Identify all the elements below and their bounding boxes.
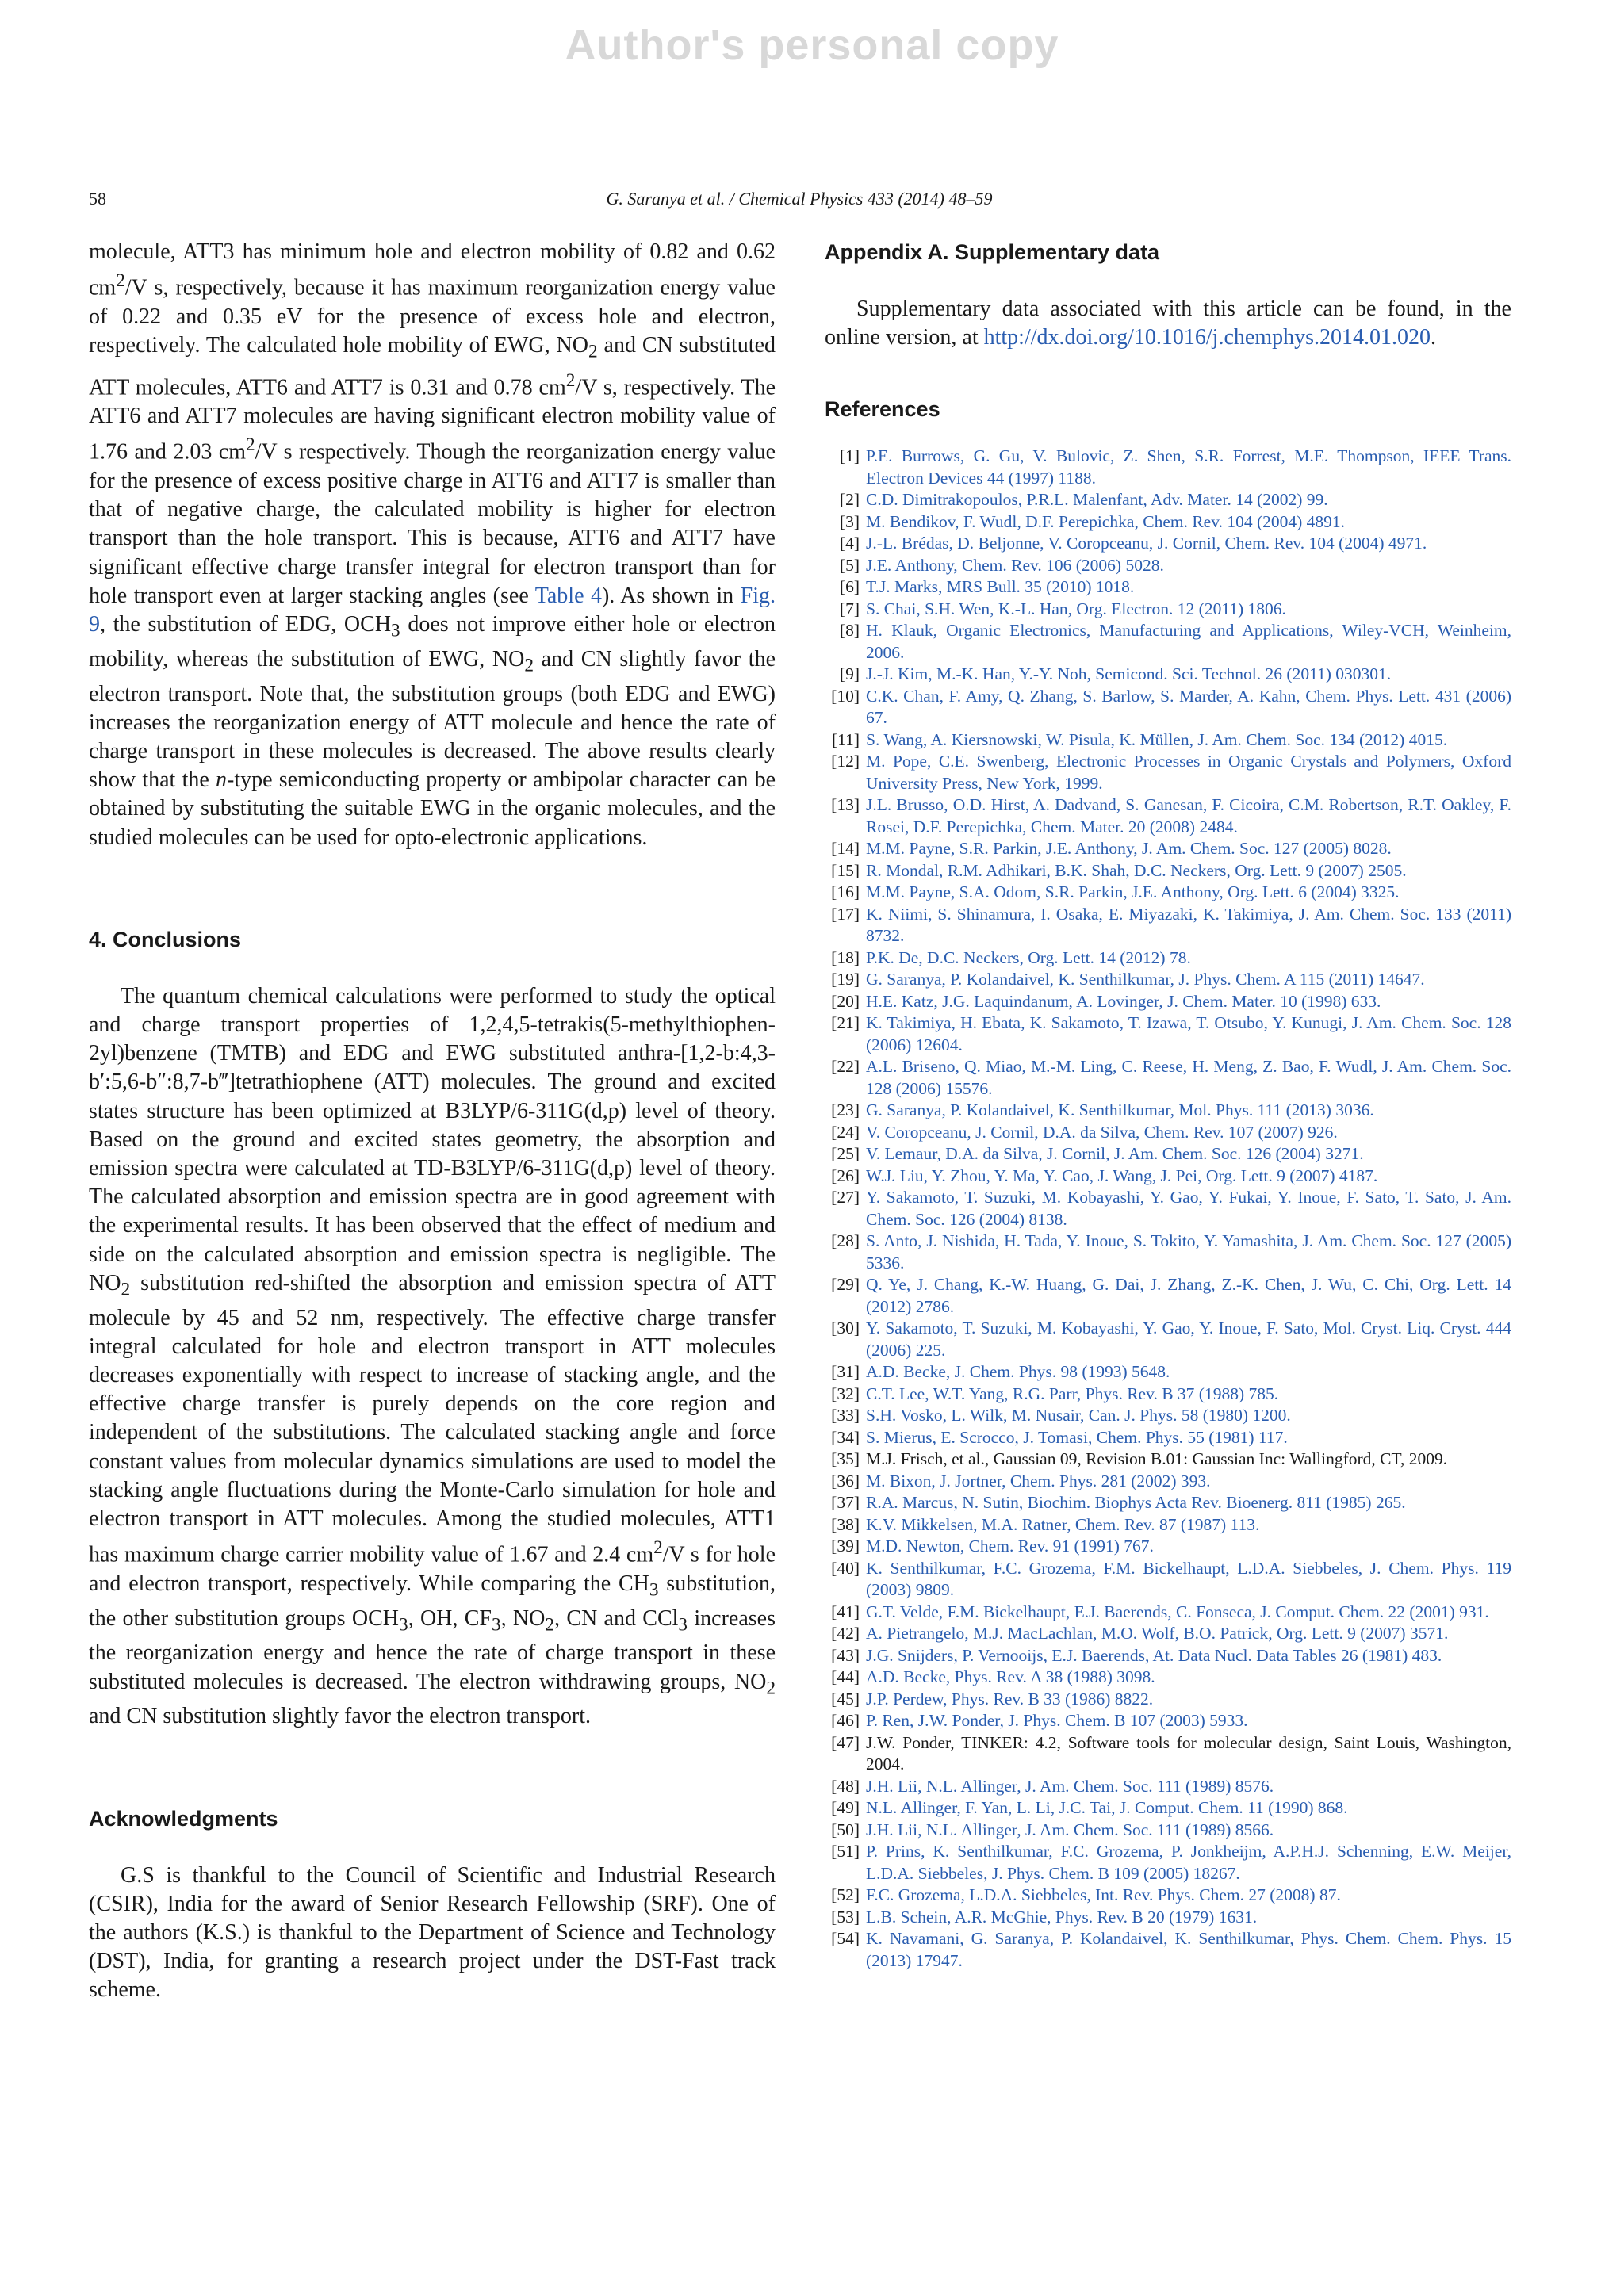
reference-item[interactable]	[825, 991, 1511, 1013]
reference-text[interactable]: G.T. Velde, F.M. Bickelhaupt, E.J. Baerends, C. Fonseca, J. Comput. Chem. 22 (2001) 931.	[866, 1601, 1489, 1621]
reference-text[interactable]: G. Saranya, P. Kolandaivel, K. Senthilkumar, Mol. Phys. 111 (2013) 3036.	[866, 1100, 1374, 1120]
reference-number: [35]	[831, 1449, 860, 1469]
reference-item[interactable]	[825, 882, 1511, 904]
reference-item[interactable]	[825, 838, 1511, 860]
reference-number: [27]	[831, 1188, 860, 1207]
reference-item[interactable]	[825, 1471, 1511, 1493]
reference-text[interactable]: H. Klauk, Organic Electronics, Manufacturing and Applications, Wiley-VCH, Weinheim, 2006.	[866, 621, 1511, 662]
reference-number: [16]	[831, 882, 860, 902]
inline-link[interactable]: Table 4	[534, 583, 602, 608]
reference-item[interactable]	[825, 1492, 1511, 1514]
reference-text[interactable]: G. Saranya, P. Kolandaivel, K. Senthilkumar, J. Phys. Chem. A 115 (2011) 14647.	[866, 970, 1425, 989]
reference-text[interactable]: S. Wang, A. Kiersnowski, W. Pisula, K. Müllen, J. Am. Chem. Soc. 134 (2012) 4015.	[866, 729, 1448, 749]
running-head	[89, 189, 1510, 220]
reference-number: [47]	[831, 1732, 860, 1752]
reference-text[interactable]: M. Bendikov, F. Wudl, D.F. Perepichka, Chem. Rev. 104 (2004) 4891.	[866, 511, 1346, 531]
reference-text[interactable]: J.G. Snijders, P. Vernooijs, E.J. Baerends, At. Data Nucl. Data Tables 26 (1981) 483.	[866, 1645, 1442, 1665]
reference-item[interactable]	[825, 1820, 1511, 1842]
reference-text[interactable]: R.A. Marcus, N. Sutin, Biochim. Biophys Acta Rev. Bioenerg. 811 (1985) 265.	[866, 1493, 1406, 1513]
reference-item[interactable]	[825, 1274, 1511, 1318]
reference-item[interactable]	[825, 1667, 1511, 1689]
reference-number: [8]	[839, 621, 860, 641]
reference-item[interactable]	[825, 1536, 1511, 1558]
reference-item[interactable]	[825, 1056, 1511, 1100]
reference-item[interactable]	[825, 620, 1511, 664]
reference-number: [37]	[831, 1493, 860, 1513]
reference-text[interactable]: K. Takimiya, H. Ebata, K. Sakamoto, T. Izawa, T. Otsubo, Y. Kunugi, J. Am. Chem. Soc. 128 (2006) 12604.	[866, 1013, 1511, 1054]
reference-item[interactable]	[825, 794, 1511, 838]
reference-text[interactable]: S. Mierus, E. Scrocco, J. Tomasi, Chem. Phys. 55 (1981) 117.	[866, 1427, 1288, 1447]
reference-text[interactable]: Q. Ye, J. Chang, K.-W. Huang, G. Dai, J. Zhang, Z.-K. Chen, J. Wu, C. Chi, Org. Lett. 14 (2012) 2786.	[866, 1275, 1511, 1316]
reference-text[interactable]: M.M. Payne, S.A. Odom, S.R. Parkin, J.E. Anthony, Org. Lett. 6 (2004) 3325.	[866, 882, 1400, 902]
reference-item	[825, 1448, 1511, 1471]
reference-item[interactable]	[825, 1928, 1511, 1972]
reference-item[interactable]	[825, 1230, 1511, 1274]
reference-number: [50]	[831, 1820, 860, 1839]
reference-item[interactable]	[825, 1100, 1511, 1122]
reference-number: [34]	[831, 1427, 860, 1447]
reference-number: [2]	[839, 490, 860, 510]
reference-text[interactable]: K. Navamani, G. Saranya, P. Kolandaivel, K. Senthilkumar, Phys. Chem. Chem. Phys. 15 (2013) 17947.	[866, 1929, 1511, 1970]
reference-text[interactable]: K. Senthilkumar, F.C. Grozema, F.M. Bickelhaupt, L.D.A. Siebbeles, J. Chem. Phys. 119 (2003) 9809.	[866, 1558, 1511, 1600]
reference-text[interactable]: S. Chai, S.H. Wen, K.-L. Han, Org. Electron. 12 (2011) 1806.	[866, 599, 1286, 618]
reference-number: [41]	[831, 1601, 860, 1621]
reference-item[interactable]	[825, 1405, 1511, 1427]
reference-number: [43]	[831, 1645, 860, 1665]
reference-number: [31]	[831, 1362, 860, 1382]
reference-item[interactable]	[825, 1885, 1511, 1907]
inline-link[interactable]: http://dx.doi.org/10.1016/j.chemphys.2014.01.020	[983, 325, 1431, 350]
reference-number: [54]	[831, 1929, 860, 1949]
reference-number: [14]	[831, 839, 860, 859]
reference-text[interactable]: P. Ren, J.W. Ponder, J. Phys. Chem. B 107 (2003) 5933.	[866, 1711, 1248, 1731]
reference-text[interactable]: J.H. Lii, N.L. Allinger, J. Am. Chem. Soc. 111 (1989) 8566.	[866, 1820, 1274, 1839]
conclusions-heading: 4. Conclusions	[89, 927, 242, 951]
reference-item[interactable]	[825, 1122, 1511, 1144]
reference-number: [51]	[831, 1842, 860, 1862]
reference-item[interactable]	[825, 664, 1511, 686]
reference-number: [52]	[831, 1885, 860, 1905]
reference-item	[825, 1732, 1511, 1776]
reference-number: [17]	[831, 904, 860, 924]
reference-text[interactable]: J.L. Brusso, O.D. Hirst, A. Dadvand, S. Ganesan, F. Cicoira, C.M. Robertson, R.T. Oakley, F. Rosei, D.F. Perepichka, Chem. Mater. 20 (2008) 2484.	[866, 795, 1511, 836]
reference-number: [21]	[831, 1013, 860, 1033]
reference-number: [46]	[831, 1711, 860, 1731]
reference-number: [30]	[831, 1318, 860, 1338]
reference-text[interactable]: Y. Sakamoto, T. Suzuki, M. Kobayashi, Y. Gao, Y. Fukai, Y. Inoue, F. Sato, T. Sato, J. Am. Chem. Soc. 126 (2004) 8138.	[866, 1188, 1511, 1229]
reference-item[interactable]	[825, 1361, 1511, 1383]
reference-number: [9]	[839, 664, 860, 684]
reference-number: [48]	[831, 1776, 860, 1796]
reference-item[interactable]	[825, 1601, 1511, 1624]
reference-item[interactable]	[825, 1776, 1511, 1798]
reference-number: [4]	[839, 534, 860, 553]
reference-text[interactable]: Y. Sakamoto, T. Suzuki, M. Kobayashi, Y. Gao, Y. Inoue, F. Sato, Mol. Cryst. Liq. Cryst. 444 (2006) 225.	[866, 1318, 1511, 1360]
reference-text[interactable]: A.D. Becke, Phys. Rev. A 38 (1988) 3098.	[866, 1667, 1155, 1687]
reference-number: [36]	[831, 1471, 860, 1490]
reference-item[interactable]	[825, 555, 1511, 577]
reference-text[interactable]: F.C. Grozema, L.D.A. Siebbeles, Int. Rev. Phys. Chem. 27 (2008) 87.	[866, 1885, 1341, 1905]
appendix-heading: Appendix A. Supplementary data	[825, 240, 1160, 264]
reference-number: [19]	[831, 970, 860, 989]
inline-link[interactable]: Fig. 9	[89, 583, 776, 637]
reference-number: [15]	[831, 860, 860, 880]
reference-number: [26]	[831, 1165, 860, 1185]
reference-number: [45]	[831, 1689, 860, 1709]
watermark: Author's personal copy	[565, 21, 1059, 69]
reference-number: [20]	[831, 991, 860, 1011]
reference-item[interactable]	[825, 446, 1511, 489]
reference-number: [39]	[831, 1536, 860, 1556]
reference-text[interactable]: J.-L. Brédas, D. Beljonne, V. Coropceanu, J. Cornil, Chem. Rev. 104 (2004) 4971.	[866, 534, 1427, 553]
reference-text[interactable]: A.D. Becke, J. Chem. Phys. 98 (1993) 5648.	[866, 1362, 1170, 1382]
reference-item[interactable]	[825, 1841, 1511, 1885]
reference-number: [33]	[831, 1406, 860, 1425]
reference-text[interactable]: R. Mondal, R.M. Adhikari, B.K. Shah, D.C. Neckers, Org. Lett. 9 (2007) 2505.	[866, 860, 1407, 880]
reference-item[interactable]	[825, 1012, 1511, 1056]
reference-text[interactable]: J.E. Anthony, Chem. Rev. 106 (2006) 5028.	[866, 555, 1164, 575]
reference-item[interactable]	[825, 511, 1511, 534]
references-heading: References	[825, 397, 940, 422]
reference-text[interactable]: N.L. Allinger, F. Yan, L. Li, J.C. Tai, J. Comput. Chem. 11 (1990) 868.	[866, 1798, 1348, 1818]
reference-number: [23]	[831, 1100, 860, 1120]
reference-text[interactable]: P.K. De, D.C. Neckers, Org. Lett. 14 (2012) 78.	[866, 947, 1191, 967]
reference-text[interactable]: V. Coropceanu, J. Cornil, D.A. da Silva, Chem. Rev. 107 (2007) 926.	[866, 1122, 1338, 1142]
page-number: 58	[89, 189, 106, 209]
reference-item[interactable]	[825, 729, 1511, 752]
reference-text[interactable]: V. Lemaur, D.A. da Silva, J. Cornil, J. Am. Chem. Soc. 126 (2004) 3271.	[866, 1144, 1364, 1164]
reference-item[interactable]	[825, 576, 1511, 599]
reference-item[interactable]	[825, 1710, 1511, 1732]
reference-list	[825, 446, 1511, 1972]
reference-number: [1]	[839, 446, 860, 466]
results-continuation-paragraph: molecule, ATT3 has minimum hole and electron mobility of 0.82 and 0.62 $cm^2/V$ s, respectively, because it has maximum reorganization energy value of 0.22 and 0.35 eV for the presence of excess hole and electron, respectively. The calculated hole mobility of EWG, $NO_2$ and CN substituted ATT molecules, ATT6 and ATT7 is 0.31 and 0.78 $cm^2/V$ s, respectively. The ATT6 and ATT7 molecules are having significant electron mobility value of 1.76 and 2.03 $cm^2/V$ s respectively. Though the reorganization energy value for the presence of excess positive charge in ATT6 and ATT7 is smaller than that of negative charge, the calculated mobility is higher for electron transport than the hole transport. This is because, ATT6 and ATT7 have significant effective charge transfer integral for electron transport than for hole transport even at larger stacking angles (see Table 4). As shown in Fig. 9, the substitution of EDG, $OCH_3$ does not improve either hole or electron mobility, whereas the substitution of EWG, $NO_2$ and CN slightly favor the electron transport. Note that, the substitution groups (both EDG and EWG) increases the reorganization energy of ATT molecule and hence the rate of charge transport in these molecules is decreased. The above results clearly show that the n-type semiconducting property or ambipolar character can be obtained by substituting the suitable EWG in the organic molecules, and the studied molecules can be used for opto-electronic applications.	[89, 239, 776, 850]
reference-item[interactable]	[825, 1427, 1511, 1449]
reference-text[interactable]: L.B. Schein, A.R. McGhie, Phys. Rev. B 20 (1979) 1631.	[866, 1907, 1258, 1927]
reference-text[interactable]: J.-J. Kim, M.-K. Han, Y.-Y. Noh, Semicond. Sci. Technol. 26 (2011) 030301.	[866, 664, 1392, 684]
reference-text[interactable]: S.H. Vosko, L. Wilk, M. Nusair, Can. J. Phys. 58 (1980) 1200.	[866, 1406, 1291, 1425]
reference-number: [49]	[831, 1798, 860, 1818]
reference-number: [6]	[839, 577, 860, 597]
reference-number: [40]	[831, 1558, 860, 1578]
reference-text[interactable]: J.P. Perdew, Phys. Rev. B 33 (1986) 8822.	[866, 1689, 1154, 1709]
reference-text[interactable]: P.E. Burrows, G. Gu, V. Bulovic, Z. Shen, S.R. Forrest, M.E. Thompson, IEEE Trans. Electron Devices 44 (1997) 1188.	[866, 446, 1511, 488]
reference-item[interactable]	[825, 1689, 1511, 1711]
reference-item[interactable]	[825, 489, 1511, 511]
reference-number: [11]	[831, 729, 860, 749]
reference-item[interactable]	[825, 533, 1511, 555]
reference-text[interactable]: W.J. Liu, Y. Zhou, Y. Ma, Y. Cao, J. Wang, J. Pei, Org. Lett. 9 (2007) 4187.	[866, 1165, 1378, 1185]
reference-item[interactable]	[825, 599, 1511, 621]
reference-text[interactable]: M. Bixon, J. Jortner, Chem. Phys. 281 (2002) 393.	[866, 1471, 1211, 1490]
reference-text[interactable]: K. Niimi, S. Shinamura, I. Osaka, E. Miyazaki, K. Takimiya, J. Am. Chem. Soc. 133 (2011) 8732.	[866, 904, 1511, 946]
reference-text[interactable]: M.D. Newton, Chem. Rev. 91 (1991) 767.	[866, 1536, 1154, 1556]
reference-number: [10]	[831, 686, 860, 706]
reference-item[interactable]	[825, 1318, 1511, 1361]
reference-item[interactable]	[825, 1165, 1511, 1188]
reference-number: [24]	[831, 1122, 860, 1142]
reference-text[interactable]: M. Pope, C.E. Swenberg, Electronic Processes in Organic Crystals and Polymers, Oxford University Press, New York, 1999.	[866, 752, 1511, 793]
appendix-paragraph: Supplementary data associated with this article can be found, in the online version, at http://dx.doi.org/10.1016/j.chemphys.2014.01.020.	[825, 297, 1511, 350]
reference-number: [7]	[839, 599, 860, 618]
reference-item[interactable]	[825, 1514, 1511, 1536]
reference-text[interactable]: S. Anto, J. Nishida, H. Tada, Y. Inoue, S. Tokito, Y. Yamashita, J. Am. Chem. Soc. 127 (2005) 5336.	[866, 1231, 1511, 1272]
reference-item[interactable]	[825, 751, 1511, 794]
reference-item[interactable]	[825, 1623, 1511, 1645]
reference-item[interactable]	[825, 686, 1511, 729]
reference-text[interactable]: J.H. Lii, N.L. Allinger, J. Am. Chem. Soc. 111 (1989) 8576.	[866, 1776, 1274, 1796]
reference-text[interactable]: M.M. Payne, S.R. Parkin, J.E. Anthony, J. Am. Chem. Soc. 127 (2005) 8028.	[866, 839, 1392, 859]
reference-number: [29]	[831, 1275, 860, 1295]
reference-number: [28]	[831, 1231, 860, 1251]
acknowledgments-heading: Acknowledgments	[89, 1806, 278, 1831]
reference-item[interactable]	[825, 969, 1511, 991]
reference-number: [44]	[831, 1667, 860, 1687]
reference-number: [38]	[831, 1514, 860, 1534]
reference-text[interactable]: C.D. Dimitrakopoulos, P.R.L. Malenfant, Adv. Mater. 14 (2002) 99.	[866, 490, 1328, 510]
reference-item[interactable]	[825, 1143, 1511, 1165]
reference-number: [18]	[831, 947, 860, 967]
reference-item[interactable]	[825, 860, 1511, 882]
reference-item[interactable]	[825, 1907, 1511, 1929]
reference-text[interactable]: C.K. Chan, F. Amy, Q. Zhang, S. Barlow, S. Marder, A. Kahn, Chem. Phys. Lett. 431 (2006) 67.	[866, 686, 1511, 728]
reference-number: [12]	[831, 752, 860, 771]
reference-text[interactable]: C.T. Lee, W.T. Yang, R.G. Parr, Phys. Rev. B 37 (1988) 785.	[866, 1383, 1279, 1403]
reference-text: J.W. Ponder, TINKER: 4.2, Software tools for molecular design, Saint Louis, Washington, 2004.	[866, 1732, 1511, 1774]
reference-item[interactable]	[825, 1645, 1511, 1667]
reference-item[interactable]	[825, 1383, 1511, 1406]
reference-number: [13]	[831, 795, 860, 815]
reference-number: [53]	[831, 1907, 860, 1927]
reference-number: [5]	[839, 555, 860, 575]
journal-citation: G. Saranya et al. / Chemical Physics 433 (2014) 48–59	[606, 189, 993, 209]
reference-item[interactable]	[825, 1187, 1511, 1230]
reference-item[interactable]	[825, 1558, 1511, 1601]
left-column	[89, 238, 776, 2005]
reference-number: [3]	[839, 511, 860, 531]
reference-text[interactable]: K.V. Mikkelsen, M.A. Ratner, Chem. Rev. 87 (1987) 113.	[866, 1514, 1260, 1534]
acknowledgments-paragraph: G.S is thankful to the Council of Scientific and Industrial Research (CSIR), India for the award of Senior Research Fellowship (SRF). One of the authors (K.S.) is thankful to the Department of Science and Technology (DST), India, for granting a research project under the DST-Fast track scheme.	[89, 1862, 776, 2003]
reference-text: M.J. Frisch, et al., Gaussian 09, Revision B.01: Gaussian Inc: Wallingford, CT, 2009.	[866, 1449, 1448, 1469]
conclusions-paragraph: The quantum chemical calculations were performed to study the optical and charge transport properties of 1,2,4,5-tetrakis(5-methylthiophen-2yl)benzene (TMTB) and EDG and EWG substituted anthra-[1,2-b:4,3-b′:5,6-b″:8,7-b‴]tetrathiophene (ATT) molecules. The ground and excited states structure has been optimized at B3LYP/6-311G(d,p) level of theory. Based on the ground and excited states geometry, the absorption and emission spectra were calculated at TD-B3LYP/6-311G(d,p) level of theory. The calculated absorption and emission spectra are in good agreement with the experimental results. It has been observed that the effect of medium and side on the calculated absorption and emission spectra is negligible. The $NO_2$ substitution red-shifted the absorption and emission spectra of ATT molecule by 45 and 52 nm, respectively. The effective charge transfer integral calculated for hole and electron transport in ATT molecules decreases exponentially with respect to increase of stacking angle, and the effective charge transfer is purely depends on the core region and independent of the substitutions. The calculated stacking angle and force constant values from molecular dynamics simulations are used to model the stacking angle fluctuations during the Monte-Carlo simulation for hole and electron transport in ATT molecules. Among the studied molecules, ATT1 has maximum charge carrier mobility value of 1.67 and 2.4 $cm^2/V$ s for hole and electron transport, respectively. While comparing the $CH_3$ substitution, the other substitution groups $OCH_3$, OH, $CF_3$, $NO_2$, CN and CCl$_3$ increases the reorganization energy and hence the rate of charge transport in these substituted molecules is decreased. The electron withdrawing groups, $NO_2$ and CN substitution slightly favor the electron transport.	[89, 983, 776, 1729]
reference-item[interactable]	[825, 904, 1511, 947]
reference-number: [32]	[831, 1383, 860, 1403]
reference-number: [42]	[831, 1624, 860, 1644]
reference-text[interactable]: A. Pietrangelo, M.J. MacLachlan, M.O. Wolf, B.O. Patrick, Org. Lett. 9 (2007) 3571.	[866, 1624, 1449, 1644]
reference-item[interactable]	[825, 947, 1511, 970]
reference-item[interactable]	[825, 1797, 1511, 1820]
right-column	[825, 238, 1511, 1972]
reference-text[interactable]: A.L. Briseno, Q. Miao, M.-M. Ling, C. Reese, H. Meng, Z. Bao, F. Wudl, J. Am. Chem. Soc. 128 (2006) 15576.	[866, 1057, 1511, 1098]
reference-number: [25]	[831, 1144, 860, 1164]
reference-text[interactable]: H.E. Katz, J.G. Laquindanum, A. Lovinger, J. Chem. Mater. 10 (1998) 633.	[866, 991, 1381, 1011]
reference-text[interactable]: T.J. Marks, MRS Bull. 35 (2010) 1018.	[866, 577, 1135, 597]
reference-text[interactable]: P. Prins, K. Senthilkumar, F.C. Grozema, P. Jonkheijm, A.P.H.J. Schenning, E.W. Meijer, L.D.A. Siebbeles, J. Phys. Chem. B 109 (2005) 18267.	[866, 1842, 1511, 1883]
reference-number: [22]	[831, 1057, 860, 1077]
